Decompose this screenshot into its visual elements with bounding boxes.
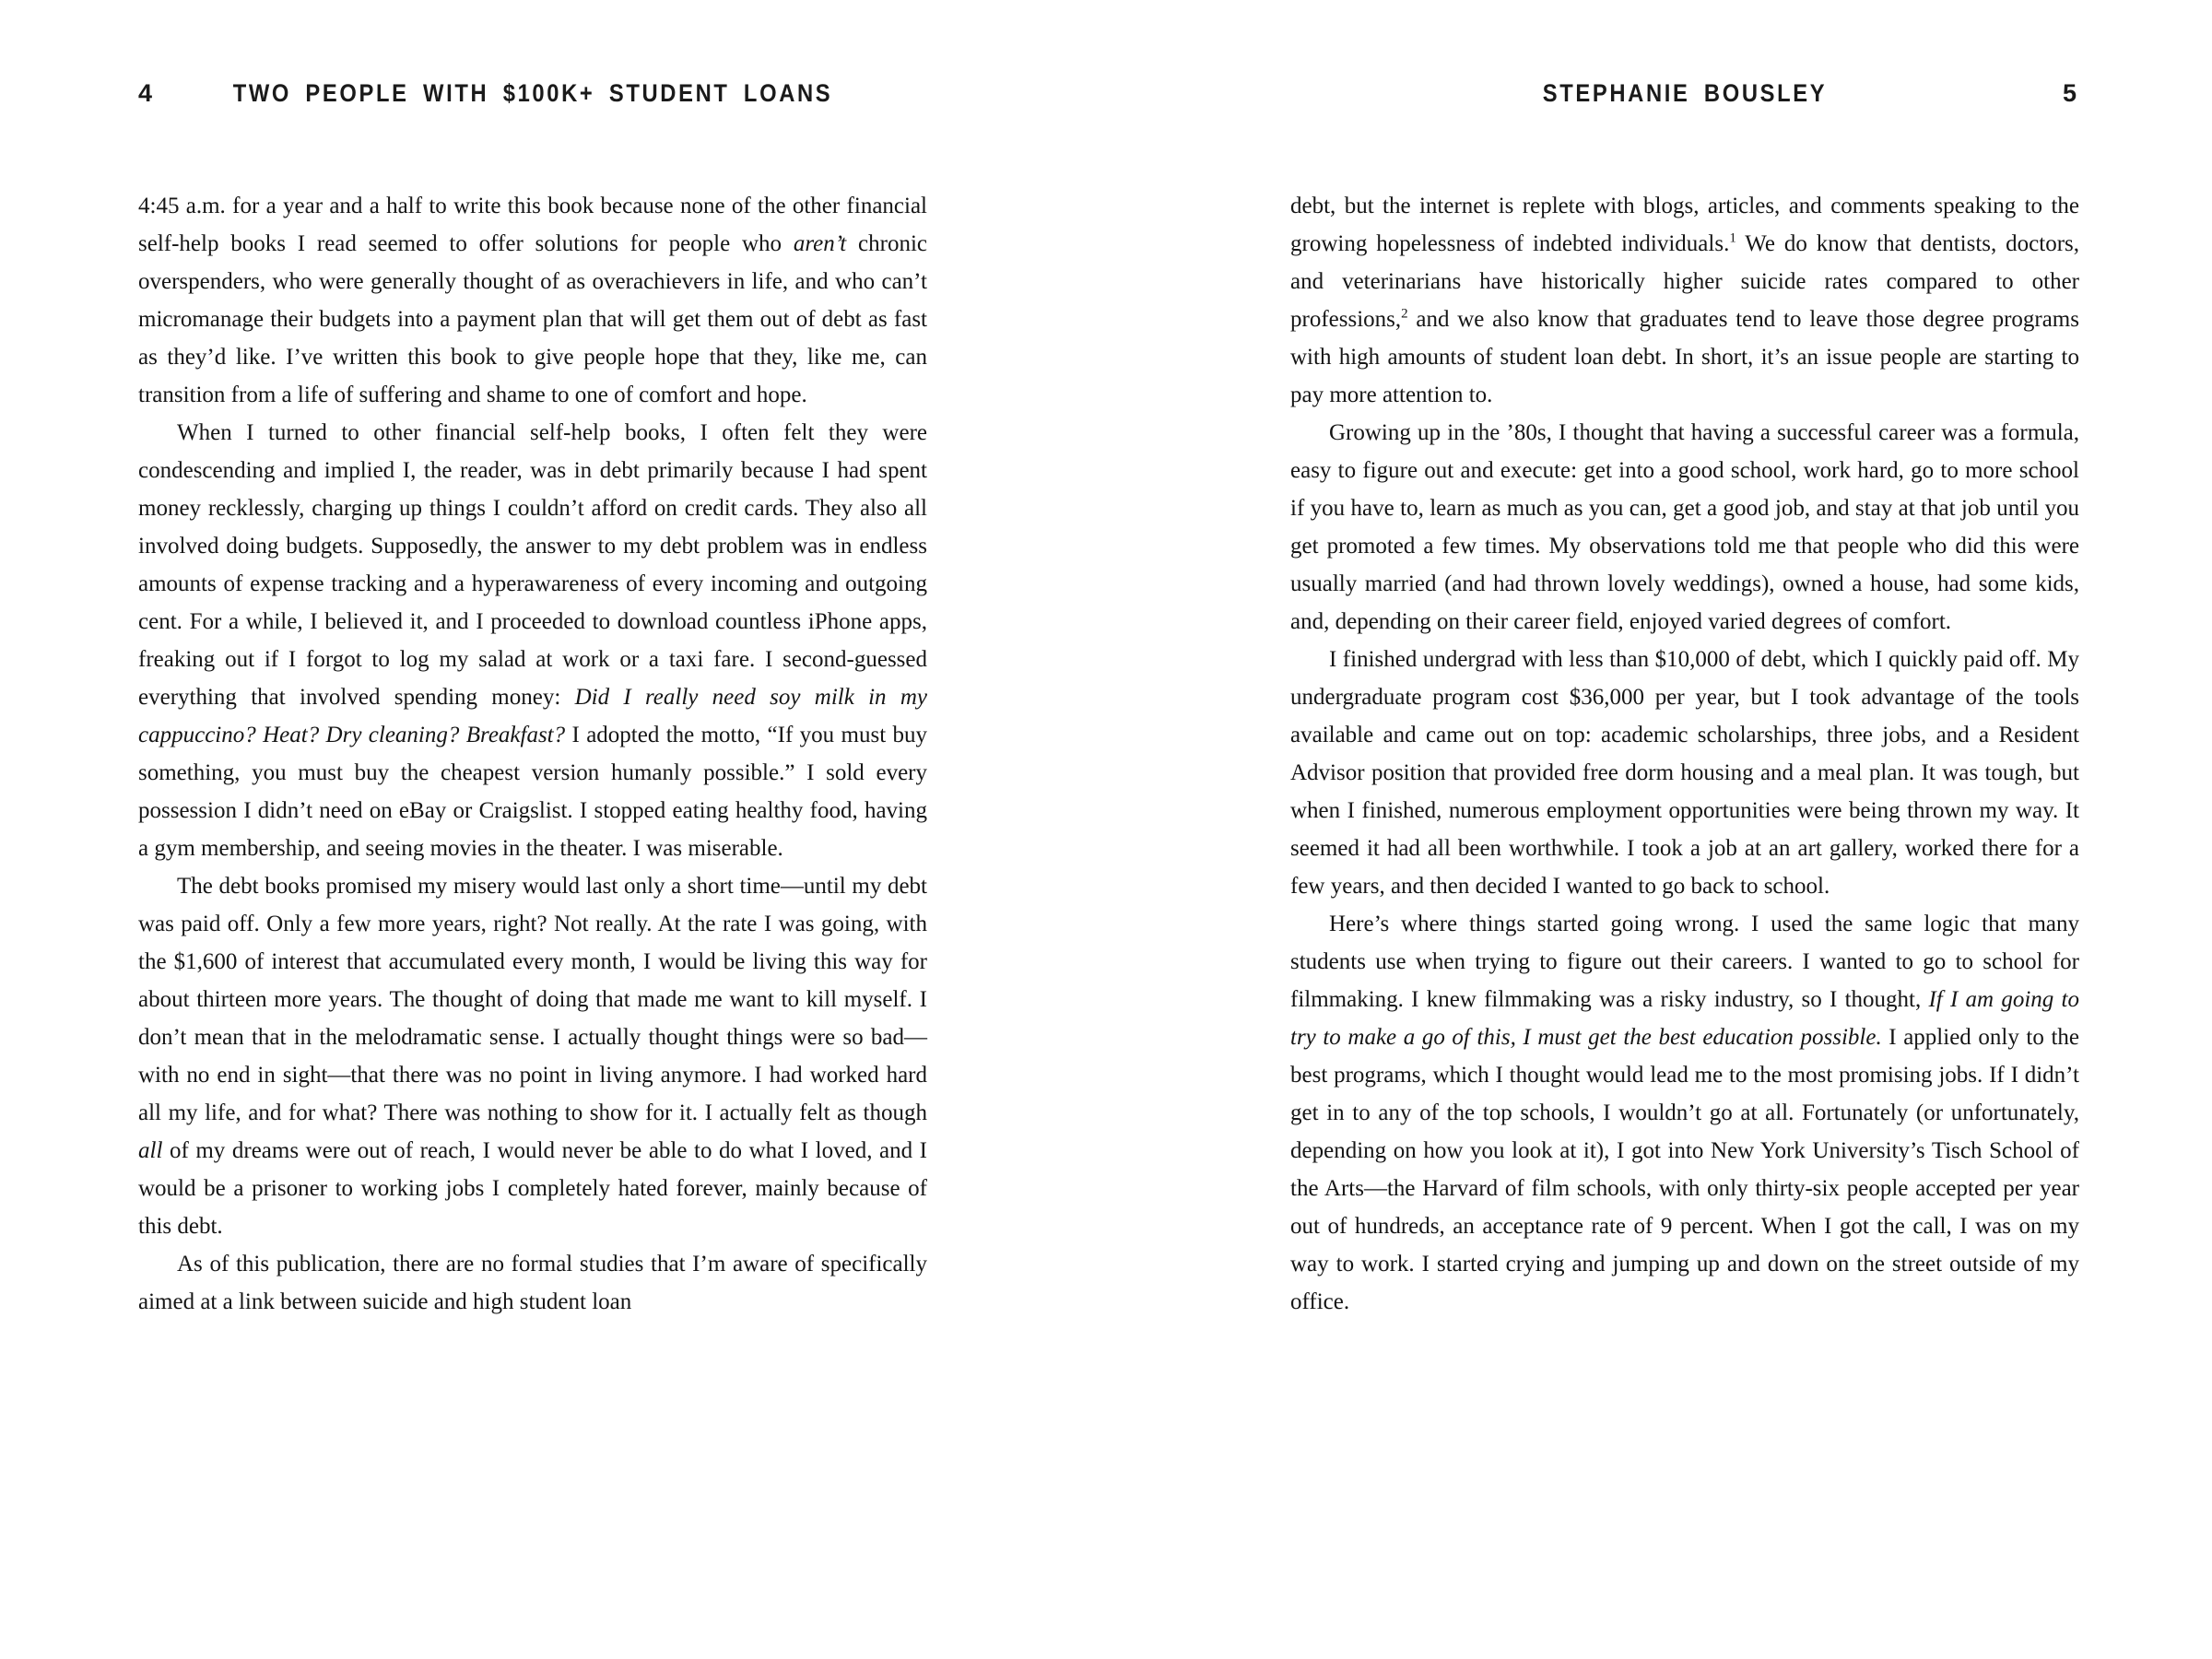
emphasis-text: Did I really need soy milk in my cappuccino? Heat? Dry cleaning? Breakfast? xyxy=(138,685,927,747)
footnote-reference: 1 xyxy=(1729,230,1736,246)
paragraph: As of this publication, there are no formal studies that I’m aware of specifically aimed at a link between suicide and high student loan xyxy=(138,1252,927,1314)
running-head-left xyxy=(138,79,927,116)
emphasis-text: aren’t xyxy=(793,231,847,256)
footnote-reference: 2 xyxy=(1401,306,1408,322)
paragraph: 4:45 a.m. for a year and a half to write this book because none of the other financial self-help books I read seemed to offer solutions for people who aren’t chronic overspenders, who were generally thought of as overachievers in life, and who can’t micromanage their budgets into a payment plan that will get them out of debt as fast as they’d like. I’ve written this book to give people hope that they, like me, can transition from a life of suffering and shame to one of comfort and hope. xyxy=(138,194,927,407)
page-number: 4 xyxy=(138,79,156,107)
paragraph: The debt books promised my misery would last only a short time—until my debt was paid off. Only a few more years, right? Not really. At the rate I was going, with the $1,600 of interest that accumulated every month, I would be living this way for about thirteen more years. The thought of doing that made me want to kill myself. I don’t mean that in the melodramatic sense. I actually thought things were so bad—with no end in sight—that there was no point in living anymore. I had worked hard all my life, and for what? There was nothing to show for it. I actually felt as though all of my dreams were out of reach, I would never be able to do what I loved, and I would be a prisoner to working jobs I completely hated forever, mainly because of this debt. xyxy=(138,874,927,1239)
body-text xyxy=(138,187,927,1321)
page-number: 5 xyxy=(2062,79,2079,107)
paragraph: debt, but the internet is replete with blogs, articles, and comments speaking to the growing hopelessness of indebted individuals.$^1$ We do know that dentists, doctors, and veterinarians have historically higher suicide rates compared to other professions,$^2$ and we also know that graduates tend to leave those degree programs with high amounts of student loan debt. In short, it’s an issue people are starting to pay more attention to. xyxy=(1290,194,2079,407)
running-head-title: STEPHANIE BOUSLEY xyxy=(1542,79,1828,107)
paragraph: Here’s where things started going wrong. I used the same logic that many students use when trying to figure out their careers. I wanted to go to school for filmmaking. I knew filmmaking was a risky industry, so I thought, If I am going to try to make a go of this, I must get the best education possible. I applied only to the best programs, which I thought would lead me to the most promising jobs. If I didn’t get in to any of the top schools, I wouldn’t go at all. Fortunately (or unfortunately, depending on how you look at it), I got into New York University’s Tisch School of the Arts—the Harvard of film schools, with only thirty-six people accepted per year out of hundreds, an acceptance rate of 9 percent. When I got the call, I was on my way to work. I started crying and jumping up and down on the street outside of my office. xyxy=(1290,912,2079,1314)
paragraph: I finished undergrad with less than $10,000 of debt, which I quickly paid off. My undergraduate program cost $36,000 per year, but I took advantage of the tools available and came out on top: academic scholarships, three jobs, and a Resident Advisor position that provided free dorm housing and a meal plan. It was tough, but when I finished, numerous employment opportunities were being thrown my way. It seemed it had all been worthwhile. I took a job at an art gallery, worked there for a few years, and then decided I wanted to go back to school. xyxy=(1290,647,2079,899)
emphasis-text: all xyxy=(138,1138,163,1163)
page-right xyxy=(1290,0,2079,1659)
body-text xyxy=(1290,187,2079,1321)
emphasis-text: If I am going to try to make a go of this, I must get the best education possible. xyxy=(1290,987,2079,1050)
running-head-title: TWO PEOPLE WITH $100K+ STUDENT LOANS xyxy=(232,79,833,107)
running-head-right xyxy=(1290,79,2079,116)
page-left xyxy=(138,0,927,1659)
paragraph: Growing up in the ’80s, I thought that having a successful career was a formula, easy to figure out and execute: get into a good school, work hard, go to more school if you have to, learn as much as you can, get a good job, and stay at that job until you get promoted a few times. My observations told me that people who did this were usually married (and had thrown lovely weddings), owned a house, had some kids, and, depending on their career field, enjoyed varied degrees of comfort. xyxy=(1290,420,2079,634)
paragraph: When I turned to other financial self-help books, I often felt they were condescending and implied I, the reader, was in debt primarily because I had spent money recklessly, charging up things I couldn’t afford on credit cards. They also all involved doing budgets. Supposedly, the answer to my debt problem was in endless amounts of expense tracking and a hyperawareness of every incoming and outgoing cent. For a while, I believed it, and I proceeded to download countless iPhone apps, freaking out if I forgot to log my salad at work or a taxi fare. I second-guessed everything that involved spending money: Did I really need soy milk in my cappuccino? Heat? Dry cleaning? Breakfast? I adopted the motto, “If you must buy something, you must buy the cheapest version humanly possible.” I sold every possession I didn’t need on eBay or Craigslist. I stopped eating healthy food, having a gym membership, and seeing movies in the theater. I was miserable. xyxy=(138,420,927,861)
